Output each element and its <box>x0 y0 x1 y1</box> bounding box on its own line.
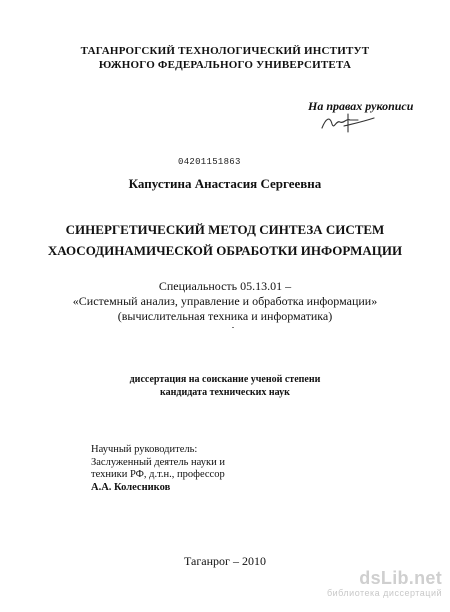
advisor-line-3: техники РФ, д.т.н., профессор <box>91 469 225 480</box>
watermark-subtitle: библиотека диссертаций <box>326 588 442 598</box>
specialty-line-1: Специальность 05.13.01 – <box>158 279 292 293</box>
scientific-advisor <box>91 444 225 494</box>
institute-line-2: ЮЖНОГО ФЕДЕРАЛЬНОГО УНИВЕРСИТЕТА <box>98 59 352 71</box>
city-year: Таганрог – 2010 <box>184 554 266 568</box>
author-name: Капустина Анастасия Сергеевна <box>128 176 322 191</box>
title-line-1: СИНЕРГЕТИЧЕСКИЙ МЕТОД СИНТЕЗА СИСТЕМ <box>65 222 385 237</box>
institute-line-1: ТАГАНРОГСКИЙ ТЕХНОЛОГИЧЕСКИЙ ИНСТИТУТ <box>80 45 370 57</box>
handwritten-signature <box>318 110 378 136</box>
dissertation-title <box>0 219 450 261</box>
dslib-watermark <box>322 568 442 599</box>
advisor-name: А.А. Колесников <box>91 481 171 493</box>
specialty-line-2: «Системный анализ, управление и обработка информации» <box>72 294 378 308</box>
specialty-line-3: (вычислительная техника и информатика) <box>117 309 333 323</box>
registration-number: 04201151863 <box>178 157 241 167</box>
advisor-line-1: Научный руководитель: <box>91 444 198 455</box>
manuscript-rights-label: На правах рукописи <box>308 99 414 113</box>
title-line-2: ХАОСОДИНАМИЧЕСКОЙ ОБРАБОТКИ ИНФОРМАЦИИ <box>47 243 403 258</box>
specialty-block <box>0 279 450 324</box>
degree-statement <box>0 373 450 399</box>
degree-line-1: диссертация на соискание ученой степени <box>129 374 321 385</box>
advisor-line-2: Заслуженный деятель науки и <box>91 456 225 468</box>
print-speck <box>232 327 234 328</box>
institute-name <box>0 44 450 72</box>
watermark-logo: dsLib.net <box>359 568 442 588</box>
degree-line-2: кандидата технических наук <box>160 387 290 398</box>
